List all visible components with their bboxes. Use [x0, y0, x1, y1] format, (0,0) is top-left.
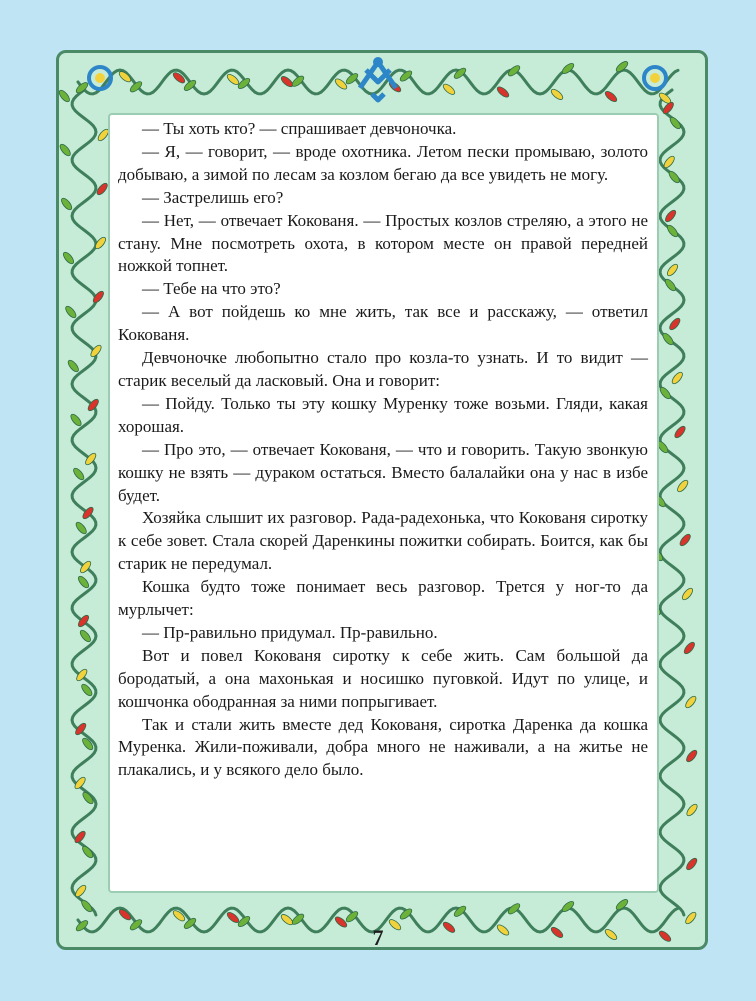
vine-leaf	[496, 85, 511, 99]
vine-leaf	[658, 386, 672, 401]
vine-leaf	[685, 803, 699, 818]
vine-leaf	[678, 533, 692, 548]
vine-leaf	[684, 695, 698, 710]
vine-leaf	[60, 197, 74, 212]
paragraph: Хозяйка слышит их разговор. Рада-радехонька, что Кокованя сиротку к себе зовет. Стала скорей Даренкины пожитки собирать. Боится, как бы старик не передумал.	[118, 508, 648, 574]
paragraph: — Про это, — отвечает Кокованя, — что и говорить. Такую звонкую кошку не взять — дураком остаться. Вместо балалайки она у нас в избе будет.	[118, 439, 648, 505]
vine-leaf	[80, 899, 94, 914]
vine-leaf	[74, 884, 88, 899]
vine-leaf	[72, 467, 86, 482]
vine-leaf	[69, 413, 83, 428]
vine-leaf	[673, 425, 687, 440]
vine-leaf	[668, 317, 682, 332]
vine-leaf	[78, 629, 92, 644]
paragraph: — Застрелишь его?	[142, 187, 284, 207]
vine-leaf	[64, 305, 78, 320]
vine-leaf	[334, 77, 349, 91]
vine-leaf	[681, 587, 695, 602]
vine-leaf	[604, 90, 619, 104]
vine-leaf	[670, 371, 684, 386]
vine-leaf	[664, 209, 678, 224]
vine-leaf	[685, 749, 699, 764]
story-text	[118, 118, 648, 782]
vine-leaf	[74, 521, 88, 536]
vine-leaf	[662, 155, 676, 170]
vine-leaf	[62, 251, 76, 266]
corner-knot-right	[644, 67, 666, 89]
vine-leaf	[442, 82, 457, 96]
paragraph: Так и стали жить вместе дед Кокованя, сиротка Даренка да кошка Муренка. Жили-поживали, добра много не наживали, а на житье не плакались, и у всякого дело было.	[118, 714, 648, 780]
vine-leaf	[663, 278, 677, 293]
paragraph: — Я, — говорит, — вроде охотника. Летом пески промываю, золото добываю, а зимой по лесам за козлом бегаю да все увидеть не могу.	[118, 141, 648, 184]
paragraph: — Ты хоть кто? — спрашивает девчоночка.	[142, 119, 457, 138]
vine-leaf	[667, 170, 681, 185]
paragraph: Девчоночке любопытно стало про козла-то узнать. И то видит — старик веселый да ласковый. Она и говорит:	[118, 348, 648, 390]
paragraph: Кошка будто тоже понимает весь разговор. Трется у ног-то да мурлычет:	[118, 577, 648, 620]
vine-leaf	[682, 641, 696, 656]
vine-leaf	[66, 359, 80, 374]
paragraph: Вот и повел Кокованя сиротку к себе жить. Сам большой да бородатый, а она махонькая и носишко пуговкой. Идут по улице, и кошчонка ободранная за ними попрыгивает.	[118, 645, 648, 711]
vine-leaf	[685, 857, 699, 872]
vine-leaf	[676, 479, 690, 494]
vine-leaf	[656, 440, 670, 455]
top-knot-ornament	[360, 57, 396, 100]
vine-leaf	[58, 143, 72, 158]
vine-leaf	[77, 575, 91, 590]
page-number: 7	[372, 925, 384, 950]
vine-leaf	[684, 911, 698, 926]
vine-leaf	[57, 89, 71, 104]
vine-leaf	[666, 224, 680, 239]
paragraph: — Тебе на что это?	[142, 279, 281, 299]
vine-leaf	[280, 75, 295, 89]
paragraph: — Пр-равильно придумал. Пр-равильно.	[142, 622, 438, 642]
vine-leaf	[666, 263, 680, 278]
vine-leaf	[81, 737, 95, 752]
paragraph: — Пойду. Только ты эту кошку Муренку тоже возьми. Гляди, какая хорошая.	[118, 393, 648, 436]
vine-leaf	[96, 128, 110, 143]
vine-leaf	[661, 332, 675, 347]
paragraph: — А вот пойдешь ко мне жить, так все и расскажу, — ответил Кокованя.	[118, 302, 648, 345]
paragraph: — Нет, — отвечает Кокованя. — Простых козлов стреляю, а этого не стану. Мне посмотреть охота, в котором месте он правой передней ножкой топнет.	[118, 210, 648, 276]
vine-leaf	[550, 87, 565, 101]
